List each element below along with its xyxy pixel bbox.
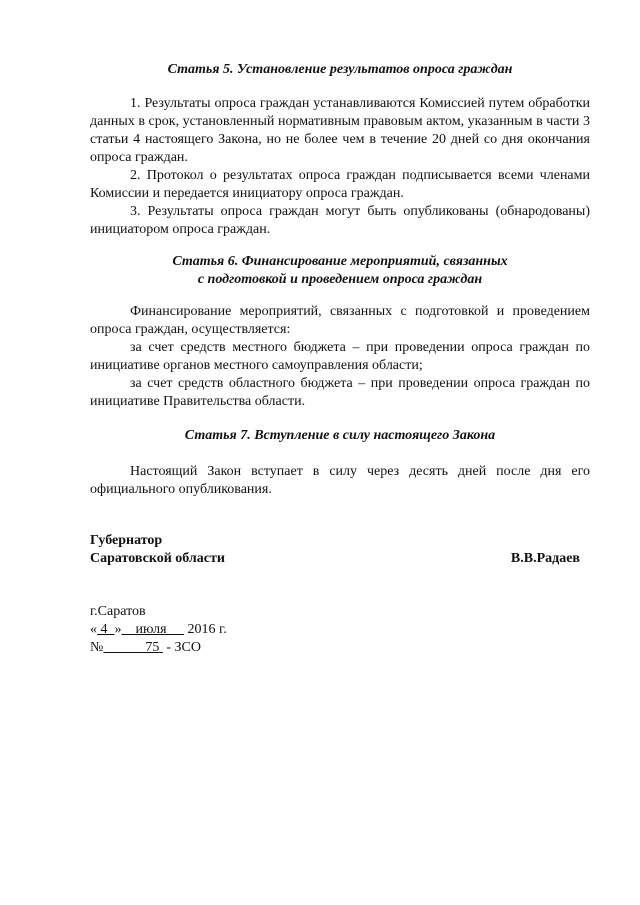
number-suffix: - ЗСО [166, 640, 201, 655]
article-6-title-line-1: Статья 6. Финансирование мероприятий, связанных [172, 254, 508, 269]
signature-position-line-2 [90, 550, 580, 568]
article-6-title-line-2: с подготовкой и проведением опроса граждан [197, 272, 483, 287]
article-6-paragraph-1: Финансирование мероприятий, связанных с подготовкой и проведением опроса граждан, осуществляется: [90, 304, 590, 337]
article-7-title: Статья 7. Вступление в силу настоящего Закона [184, 428, 496, 443]
signature-name: В.В.Радаев [510, 551, 580, 566]
signature-position-line-1 [90, 532, 580, 550]
number-prefix: № [90, 640, 104, 655]
date-year: 2016 г. [187, 622, 227, 637]
issue-date [90, 621, 390, 639]
signature-position-2: Саратовской области [90, 551, 225, 566]
date-month: июля [135, 622, 167, 637]
issue-city: г.Саратов [90, 604, 146, 619]
article-7-paragraph-1: Настоящий Закон вступает в силу через десять дней после дня его официального опубликования. [90, 464, 590, 497]
date-open-quote: « [90, 622, 97, 637]
date-close-quote: » [114, 622, 122, 637]
article-5-paragraph-2: 2. Протокол о результатах опроса граждан подписывается всеми членами Комиссии и передается инициатору опроса граждан. [90, 168, 590, 201]
article-5-paragraph-1: 1. Результаты опроса граждан устанавливаются Комиссией путем обработки данных в срок, установленный нормативным правовым актом, указанным в части 3 статьи 4 настоящего Закона, но не более чем в течение 20 дней со дня окончания опроса граждан. [90, 96, 590, 165]
number-value: 75 [145, 640, 160, 655]
article-6-paragraph-2: за счет средств местного бюджета – при проведении опроса граждан по инициативе органов местного самоуправления области; [90, 340, 590, 373]
article-6-paragraph-3: за счет средств областного бюджета – при проведении опроса граждан по инициативе Правительства области. [90, 376, 590, 409]
article-6-title [90, 253, 590, 289]
signature-position-1: Губернатор [90, 533, 163, 548]
article-5-title: Статья 5. Установление результатов опроса граждан [167, 62, 513, 77]
document-number [90, 639, 390, 657]
date-day: 4 [100, 622, 108, 637]
article-5-paragraph-3: 3. Результаты опроса граждан могут быть опубликованы (обнародованы) инициатором опроса граждан. [90, 204, 590, 237]
